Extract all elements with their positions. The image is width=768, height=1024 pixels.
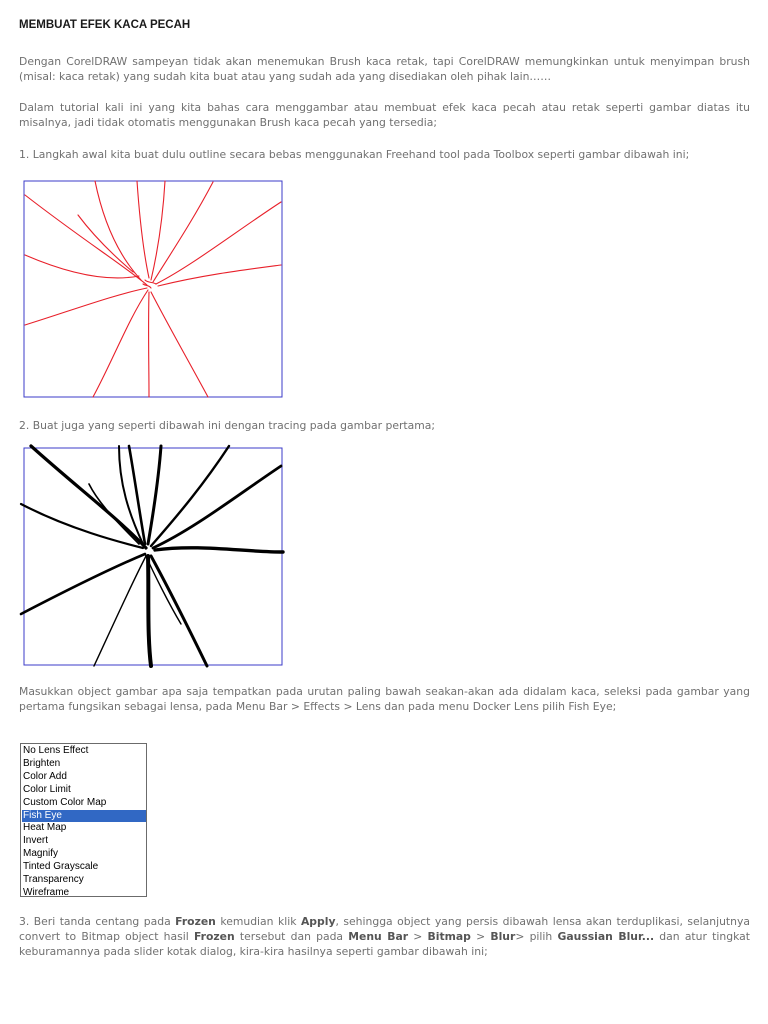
step3-text-6: > [470,930,491,943]
step3-bold-bitmap: Bitmap [427,930,471,943]
lens-option-heat-map[interactable]: Heat Map [23,822,67,834]
tutorial-paragraph: Dalam tutorial kali ini yang kita bahas cara menggambar atau membuat efek kaca pecah atau retak seperti gambar diatas itu misalnya, jadi tidak otomatis menggunakan Brush kaca pecah yang tersedia; [19,101,750,129]
step-1-text: 1. Langkah awal kita buat dulu outline secara bebas menggunakan Freehand tool pada Toolbox seperti gambar dibawah ini; [19,148,690,161]
page-title: MEMBUAT EFEK KACA PECAH [19,19,191,31]
step3-text-1: 3. Beri tanda centang pada [19,915,176,928]
step3-bold-frozen: Frozen [175,915,216,928]
step3-bold-blur: Blur [490,930,516,943]
lens-option-no-lens-effect[interactable]: No Lens Effect [23,745,89,756]
lens-option-tinted-grayscale[interactable]: Tinted Grayscale [23,861,99,873]
step3-bold-gaussian-blur: Gaussian Blur... [557,930,655,943]
step-2-text: 2. Buat juga yang seperti dibawah ini dengan tracing pada gambar pertama; [19,419,436,432]
step3-bold-apply: Apply [300,915,336,928]
lens-option-fish-eye-selected[interactable]: Fish Eye [22,810,146,823]
step3-text-8: dan atur tingkat keburamannya pada slider kotak dialog, kira-kira hasilnya seperti gambar dibawah ini; [19,930,750,958]
step3-text-3: , sehingga object yang persis dibawah lensa akan terduplikasi, selanjutnya convert to Bitmap object hasil [19,915,751,943]
lens-option-magnify[interactable]: Magnify [23,848,59,860]
lens-option-custom-color-map[interactable]: Custom Color Map [23,796,107,808]
step3-text-7: > pilih [515,930,558,943]
step-3-text [19,914,750,959]
red-crack-outline-figure [23,180,285,400]
step3-text-4: tersebut dan pada [234,930,349,943]
intro-paragraph: Dengan CorelDRAW sampeyan tidak akan menemukan Brush kaca retak, tapi CorelDRAW memungkinkan untuk menyimpan brush (misal: kaca retak) yang sudah kita buat atau yang sudah ada yang disediakan oleh pihak lain…… [19,55,750,83]
lens-option-wireframe[interactable]: Wireframe [23,886,70,898]
black-crack-figure [19,444,285,668]
lens-option-color-add[interactable]: Color Add [23,770,67,782]
lens-option-color-limit[interactable]: Color Limit [23,783,71,795]
step3-bold-frozen-2: Frozen [193,930,235,943]
step3-bold-menu-bar: Menu Bar [348,930,409,943]
step3-text-2: kemudian klik [215,915,301,928]
lens-instruction-paragraph: Masukkan object gambar apa saja tempatkan pada urutan paling bawah seakan-akan ada didalam kaca, seleksi pada gambar yang pertama fungsikan sebagai lensa, pada Menu Bar > Effects > Lens dan pada menu Docker Lens pilih Fish Eye; [19,685,750,713]
lens-option-transparency[interactable]: Transparency [23,874,84,886]
step3-text-5: > [408,930,428,943]
lens-effect-listbox[interactable] [20,743,147,897]
lens-option-brighten[interactable]: Brighten [23,757,61,769]
lens-option-invert[interactable]: Invert [23,835,49,847]
